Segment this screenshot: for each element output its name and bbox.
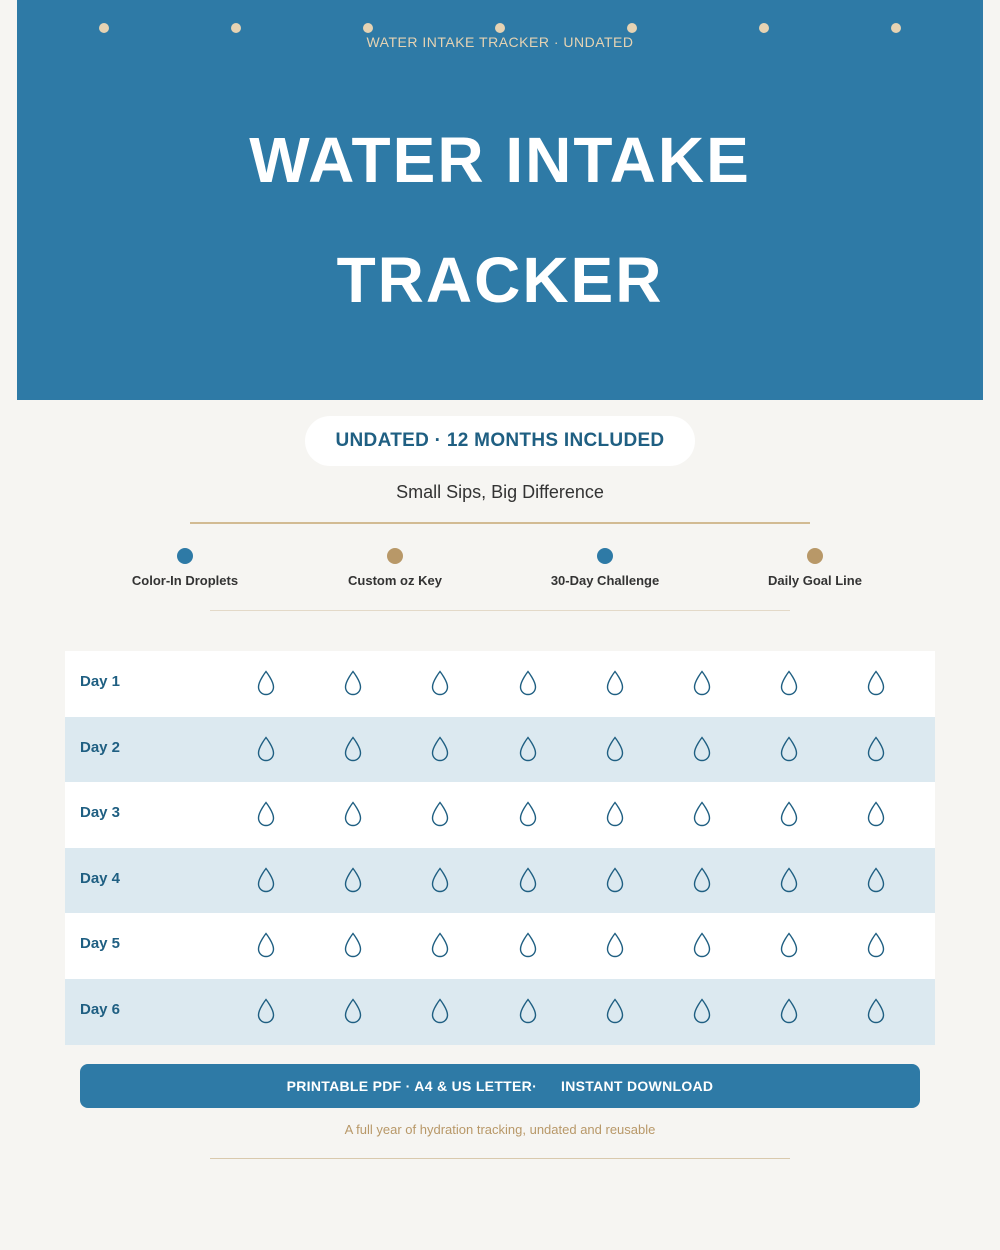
water-drop-icon[interactable] (344, 867, 362, 893)
feature-item (710, 548, 920, 598)
decorative-dot (231, 23, 241, 33)
water-drop-icon[interactable] (519, 801, 537, 827)
hero-banner (17, 0, 983, 400)
water-drop-icon[interactable] (867, 670, 885, 696)
water-drop-icon[interactable] (780, 670, 798, 696)
decorative-dots (17, 0, 983, 60)
water-drop-icon[interactable] (257, 670, 275, 696)
page-title-line-1: WATER INTAKE (249, 124, 751, 196)
feature-dot-icon (387, 548, 403, 564)
feature-dot-icon (597, 548, 613, 564)
divider (210, 1158, 790, 1159)
water-drop-icon[interactable] (606, 932, 624, 958)
feature-item (290, 548, 500, 598)
water-drop-icon[interactable] (519, 670, 537, 696)
hero-eyebrow: WATER INTAKE TRACKER · UNDATED (366, 34, 634, 50)
water-drop-icon[interactable] (693, 801, 711, 827)
decorative-dot (627, 23, 637, 33)
feature-dot-icon (807, 548, 823, 564)
day-label: Day 6 (80, 1000, 121, 1018)
water-drop-icon[interactable] (780, 998, 798, 1024)
water-drop-icon[interactable] (693, 867, 711, 893)
water-drop-icon[interactable] (344, 736, 362, 762)
download-banner (80, 1064, 920, 1108)
water-drop-icon[interactable] (257, 867, 275, 893)
water-tracker-grid (65, 651, 935, 1045)
day-row (65, 913, 935, 979)
water-drop-icon[interactable] (867, 998, 885, 1024)
feature-label: Daily Goal Line (768, 573, 862, 588)
water-drop-icon[interactable] (606, 998, 624, 1024)
page-title (17, 120, 983, 320)
water-drop-icon[interactable] (519, 998, 537, 1024)
page-title-line-2: TRACKER (336, 244, 664, 316)
day-label: Day 4 (80, 869, 121, 887)
water-drop-icon[interactable] (867, 867, 885, 893)
day-row (65, 717, 935, 783)
decorative-dot (99, 23, 109, 33)
water-drop-icon[interactable] (780, 801, 798, 827)
water-drop-icon[interactable] (606, 867, 624, 893)
feature-label: Custom oz Key (348, 573, 442, 588)
months-badge: UNDATED · 12 MONTHS INCLUDED (305, 416, 695, 466)
feature-dot-icon (177, 548, 193, 564)
day-label: Day 3 (80, 804, 121, 822)
water-drop-icon[interactable] (431, 736, 449, 762)
water-drop-icon[interactable] (780, 867, 798, 893)
day-row (65, 979, 935, 1045)
day-label: Day 2 (80, 738, 121, 756)
water-drop-icon[interactable] (606, 670, 624, 696)
water-drop-icon[interactable] (257, 932, 275, 958)
water-drop-icon[interactable] (431, 998, 449, 1024)
water-drop-icon[interactable] (344, 670, 362, 696)
footnote: A full year of hydration tracking, undated and reusable (344, 1122, 656, 1137)
water-drop-icon[interactable] (780, 932, 798, 958)
water-drop-icon[interactable] (257, 736, 275, 762)
water-drop-icon[interactable] (693, 998, 711, 1024)
water-drop-icon[interactable] (431, 670, 449, 696)
divider (190, 522, 810, 524)
day-row (65, 782, 935, 848)
water-drop-icon[interactable] (431, 867, 449, 893)
water-drop-icon[interactable] (693, 932, 711, 958)
water-drop-icon[interactable] (867, 801, 885, 827)
decorative-dot (363, 23, 373, 33)
instant-download-label: INSTANT DOWNLOAD (561, 1078, 714, 1094)
feature-item (80, 548, 290, 598)
water-drop-icon[interactable] (693, 736, 711, 762)
decorative-dot (891, 23, 901, 33)
day-row (65, 651, 935, 717)
water-drop-icon[interactable] (431, 801, 449, 827)
water-drop-icon[interactable] (693, 670, 711, 696)
feature-list (80, 548, 920, 598)
water-drop-icon[interactable] (780, 736, 798, 762)
water-drop-icon[interactable] (431, 932, 449, 958)
decorative-dot (495, 23, 505, 33)
water-drop-icon[interactable] (344, 801, 362, 827)
water-drop-icon[interactable] (606, 736, 624, 762)
water-drop-icon[interactable] (344, 932, 362, 958)
water-drop-icon[interactable] (257, 801, 275, 827)
tagline: Small Sips, Big Difference (396, 482, 604, 502)
water-drop-icon[interactable] (867, 932, 885, 958)
format-label: PRINTABLE PDF · A4 & US LETTER· (286, 1078, 538, 1094)
water-drop-icon[interactable] (519, 932, 537, 958)
water-drop-icon[interactable] (344, 998, 362, 1024)
day-label: Day 5 (80, 935, 121, 953)
water-drop-icon[interactable] (257, 998, 275, 1024)
divider (210, 610, 790, 611)
water-drop-icon[interactable] (519, 736, 537, 762)
feature-label: Color-In Droplets (131, 573, 239, 588)
water-drop-icon[interactable] (606, 801, 624, 827)
feature-item (500, 548, 710, 598)
day-row (65, 848, 935, 914)
feature-label: 30-Day Challenge (550, 573, 660, 588)
water-drop-icon[interactable] (519, 867, 537, 893)
water-drop-icon[interactable] (867, 736, 885, 762)
day-label: Day 1 (80, 673, 121, 690)
decorative-dot (759, 23, 769, 33)
